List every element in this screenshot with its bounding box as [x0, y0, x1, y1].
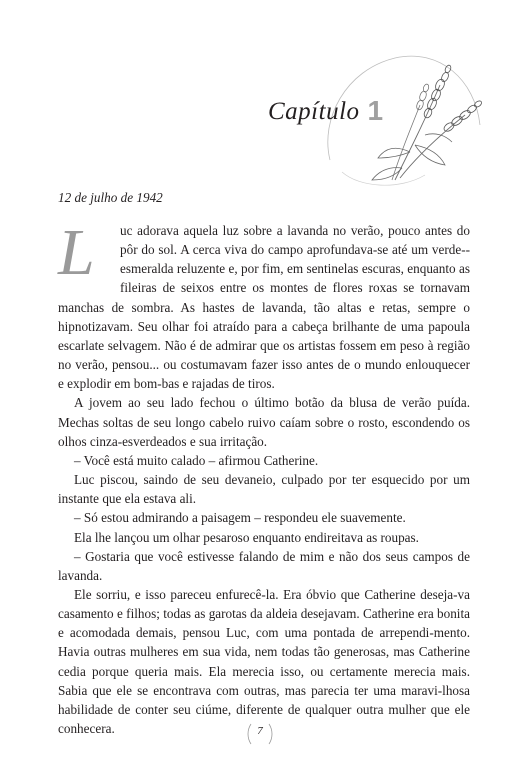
text-line: bas e rajadas de tiros.	[161, 376, 275, 392]
text-line: sombra. As hastes de lavanda, tão altas e retas, sempre o hipnotizavam. Seu	[58, 299, 470, 334]
paragraph: – Só estou admirando a paisagem – respondeu ele suavemente.	[74, 510, 406, 526]
text-line: uc adorava aquela luz sobre a lavanda no verão, pouco antes do	[120, 223, 470, 238]
text-line: -esmeralda reluzente e, por fim, em sentinelas escuras, enquanto	[120, 242, 470, 277]
paragraph: A jovem ao seu lado fechou o último botão da blusa de verão puída. Mechas soltas de seu longo cabelo ruivo caíam sobre o rosto, escondendo os olhos cinza-esverdeados e sua irritação.	[58, 395, 470, 449]
paragraph: Luc piscou, saindo de seu devaneio, culpado por ter esquecido por um instante que ela estava ali.	[58, 472, 470, 507]
chapter-title: Capítulo	[268, 98, 360, 125]
text-line: ou costumavam fazer isso antes de o mundo enlouquecer e explodir em bom-	[58, 357, 471, 392]
paragraph: – Gostaria que você estivesse falando de mim e não dos seus campos de lavanda.	[58, 548, 470, 583]
page-number: 7	[257, 725, 263, 737]
opening-paragraph	[58, 216, 471, 393]
date-line: 12 de julho de 1942	[58, 190, 163, 205]
drop-cap: L	[58, 216, 95, 289]
paragraph: – Você está muito calado – afirmou Catherine.	[74, 452, 319, 468]
page-number-badge	[245, 722, 275, 746]
body-text	[58, 216, 471, 738]
chapter-number: 1	[367, 95, 384, 126]
text-line: Não é de admirar que os artistas fossem em peso à região no verão, pensou...	[58, 337, 471, 373]
text-line: pôr do sol. A cerca viva do campo aprofundava-se até um verde-	[120, 242, 466, 258]
chapter-heading	[268, 95, 408, 135]
paragraph: Ela lhe lançou um olhar pesaroso enquanto endireitava as roupas.	[74, 529, 419, 545]
paragraph: Ele sorriu, e isso pareceu enfurecê-la. Era óbvio que Catherine deseja-va casamento e filhos; todas as garotas da aldeia desejavam. Catherine era bonita e acomodada demais, pensou Luc, com uma pontada de arrependi-mento. Havia outras mulheres em sua vida, nem todas tão generosas, mas Catherine cedia porque queria mais. Ela merecia isso, ou certamente merecia mais. Sabia que ele se encontrava com outras, mas parecia ter uma maravi-lhosa habilidade de conter seu ciúme, diferente de qualquer outra mulher que ele conhecera.	[58, 586, 470, 737]
text-line: as fileiras de seixos entre os montes de flores roxas se tornavam manchas de	[58, 261, 471, 315]
text-line: olhar foi atraído para a cabeça brilhante de uma papoula escarlate selvagem.	[58, 318, 471, 353]
